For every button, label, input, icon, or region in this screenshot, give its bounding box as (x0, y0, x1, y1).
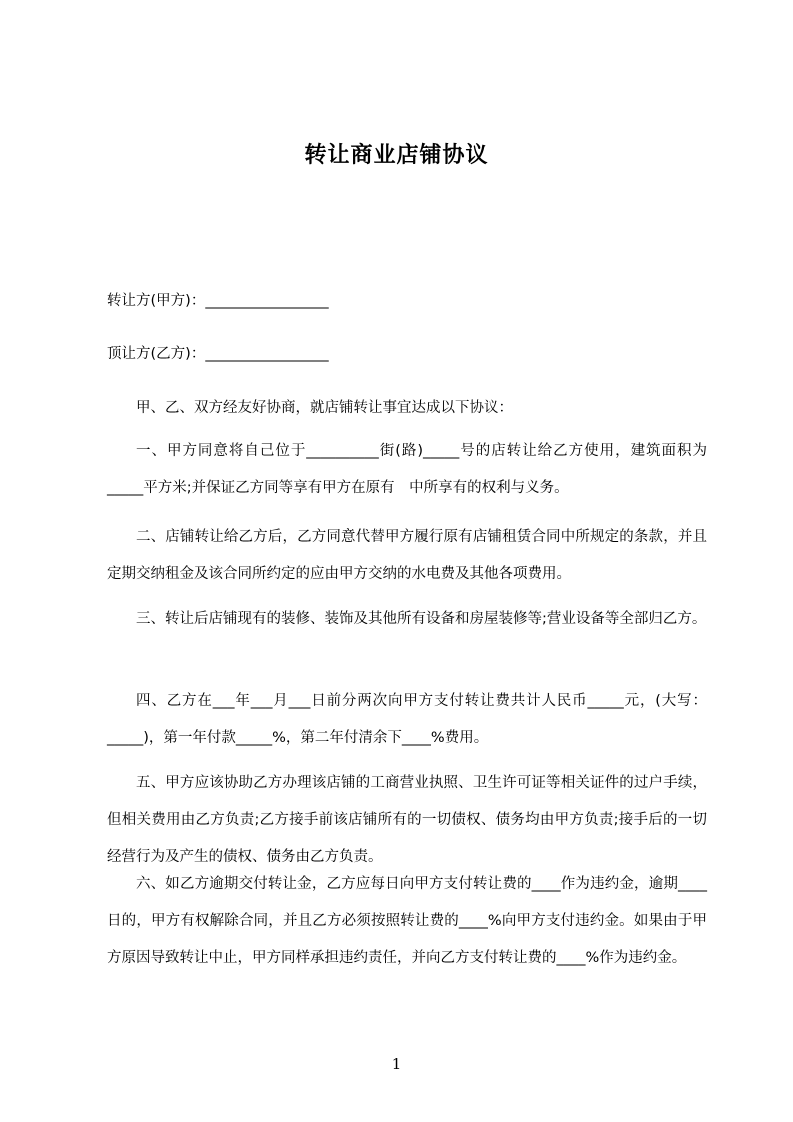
document-title: 转让商业店铺协议 (304, 143, 489, 168)
clause-3: 三、转让后店铺现有的装修、装饰及其他所有设备和房屋装修等;营业设备等全部归乙方。 (136, 611, 707, 627)
party-a-line: 转让方(甲方)：_________________ (107, 293, 329, 309)
clause-6: 六、如乙方逾期交付转让金，乙方应每日向甲方支付转让费的____作为违约金，逾期____日的，甲方有权解除合同，并且乙方必须按照转让费的____%向甲方支付违约金。如果由于甲方原因导致转让中止，甲方同样承担违约责任，并向乙方支付转让费的____%作为违约金。 (107, 876, 707, 966)
clause-5: 五、甲方应该协助乙方办理该店铺的工商营业执照、卫生许可证等相关证件的过户手续，但相关费用由乙方负责;乙方接手前该店铺所有的一切债权、债务均由甲方负责;接手后的一切经营行为及产生的债权、债务由乙方负责。 (107, 775, 707, 865)
intro-line: 甲、乙、双方经友好协商，就店铺转让事宜达成以下协议： (136, 400, 513, 416)
clause-1: 一、甲方同意将自己位于__________街(路)_____号的店转让给乙方使用，建筑面积为_____平方米;并保证乙方同等享有甲方在原有 中所享有的权利与义务。 (107, 443, 707, 496)
party-b-line: 顶让方(乙方)：_________________ (107, 346, 329, 362)
page-number: 1 (391, 1055, 402, 1073)
clause-2: 二、店铺转让给乙方后，乙方同意代替甲方履行原有店铺租赁合同中所规定的条款，并且定期交纳租金及该合同所约定的应由甲方交纳的水电费及其他各项费用。 (107, 529, 707, 582)
clause-4: 四、乙方在___年___月___日前分两次向甲方支付转让费共计人民币_____元，(大写：_____)，第一年付款_____%，第二年付清余下____%费用。 (107, 693, 707, 746)
